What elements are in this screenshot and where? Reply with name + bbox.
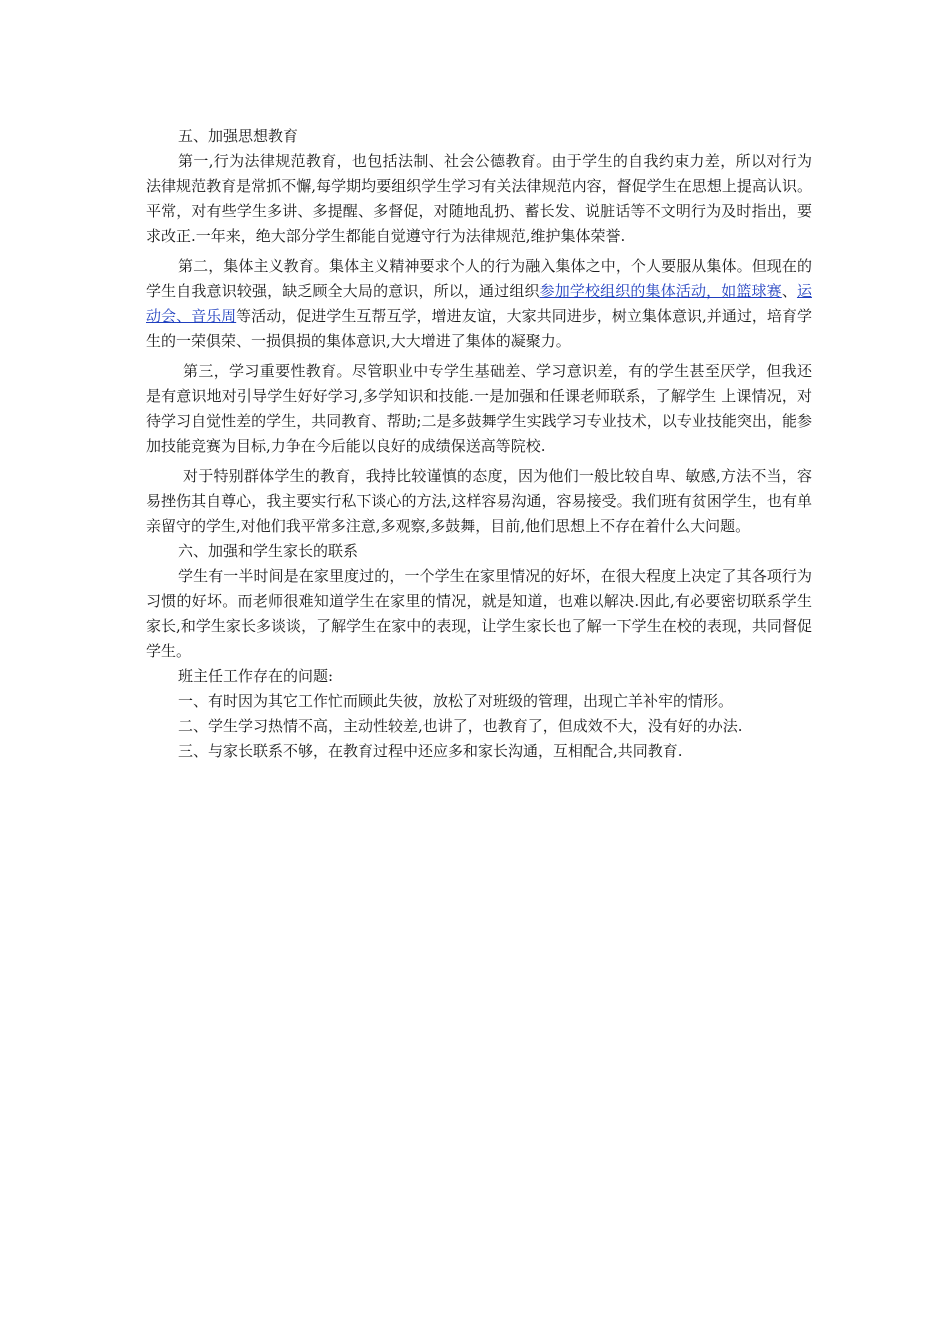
section-six-heading: 六、加强和学生家长的联系 <box>178 542 359 560</box>
paragraph-study-education: 第三，学习重要性教育。尽管职业中专学生基础差、学习意识差，有的学生甚至厌学，但我还是有意识地对引导学生好好学习,多学知识和技能.一是加强和任课老师联系，了解学生 上课情况，对待学习自觉性差的学生，共同教育、帮助;二是多鼓舞学生实践学习专业技术，以专业技能突出，能参加技能竞赛为目标,力争在今后能以良好的成绩保送高等院校. <box>146 362 812 455</box>
problem-item-2: 二、学生学习热情不高，主动性较差,也讲了，也教育了，但成效不大，没有好的办法. <box>178 717 743 735</box>
document-page <box>146 124 812 764</box>
paragraph-special-students: 对于特别群体学生的教育，我持比较谨慎的态度，因为他们一般比较自卑、敏感,方法不当，容易挫伤其自尊心，我主要实行私下谈心的方法,这样容易沟通，容易接受。我们班有贫困学生，也有单亲留守的学生,对他们我平常多注意,多观察,多鼓舞，目前,他们思想上不存在着什么大问题。 <box>146 467 812 535</box>
separator-text: 、 <box>781 282 797 300</box>
problem-item-3: 三、与家长联系不够，在教育过程中还应多和家长沟通，互相配合,共同教育. <box>178 742 683 760</box>
section-five-heading: 五、加强思想教育 <box>178 127 299 145</box>
paragraph-text: 等活动，促进学生互帮互学，增进友谊，大家共同进步，树立集体意识,并通过，培育学生的一荣俱荣、一损俱损的集体意识,大大增进了集体的凝聚力。 <box>146 307 812 350</box>
sports-meet-link[interactable]: 运动会 <box>146 282 812 325</box>
problem-item-1: 一、有时因为其它工作忙而顾此失彼，放松了对班级的管理，出现亡羊补牢的情形。 <box>178 692 734 710</box>
paragraph-collectivism-education <box>146 254 812 354</box>
paragraph-parent-contact: 学生有一半时间是在家里度过的，一个学生在家里情况的好坏，在很大程度上决定了其各项行为习惯的好坏。而老师很难知道学生在家里的情况，就是知道，也难以解决.因此,有必要密切联系学生家长,和学生家长多谈谈，了解学生在家中的表现，让学生家长也了解一下学生在校的表现，共同督促学生。 <box>146 567 812 660</box>
paragraph-behavior-education: 第一,行为法律规范教育，也包括法制、社会公德教育。由于学生的自我约束力差，所以对行为法律规范教育是常抓不懈,每学期均要组织学生学习有关法律规范内容，督促学生在思想上提高认识。平常，对有些学生多讲、多提醒、多督促，对随地乱扔、蓄长发、说脏话等不文明行为及时指出，要求改正.一年来，绝大部分学生都能自觉遵守行为法律规范,维护集体荣誉. <box>146 152 812 245</box>
problems-heading: 班主任工作存在的问题: <box>178 667 334 685</box>
activity-link[interactable]: 参加学校组织的集体活动，如篮球赛 <box>539 282 782 300</box>
music-week-link[interactable]: 、音乐周 <box>176 307 237 325</box>
paragraph-text: 第二，集体主义教育。集体主义精神要求个人的行为融入集体之中，个人要服从集体。但现在的学生自我意识较强，缺乏顾全大局的意识，所以，通过组织 <box>146 257 812 300</box>
